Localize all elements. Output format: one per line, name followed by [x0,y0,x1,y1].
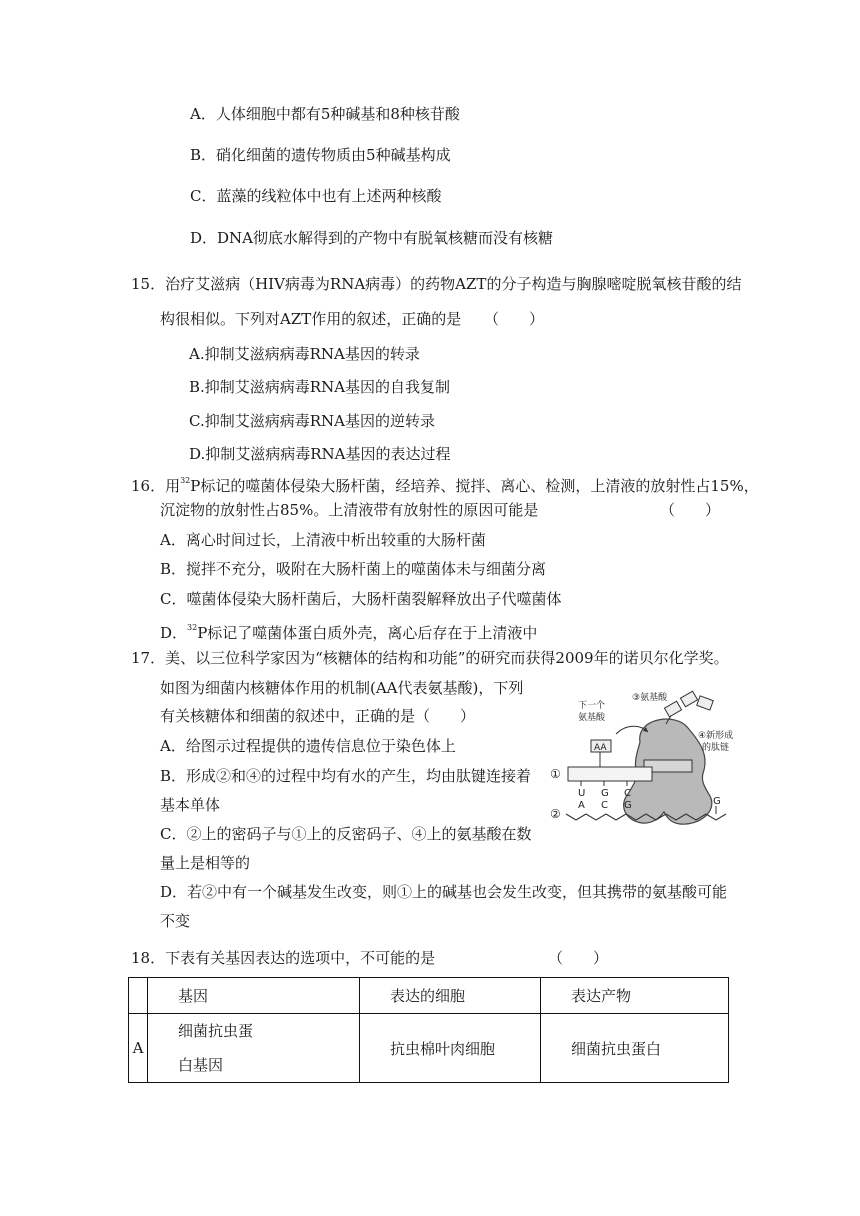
gene-line-1: 细菌抗虫蛋 [178,1022,254,1040]
q14-option-a: A．人体细胞中都有5种碱基和8种核苷酸 [190,105,460,123]
ribosome-translation-diagram [548,684,738,834]
q16-option-d [160,618,537,643]
q16-option-d-prefix: D． [160,624,188,642]
codon-3: G [624,800,632,811]
codon-1: A [578,800,585,811]
gene-line-2: 白基因 [178,1056,224,1074]
header-cell-blank [129,978,148,1014]
label-next-aa-2: 氨基酸 [578,713,606,723]
q17-stem-line1: 17．美、以三位科学家因为“核糖体的结构和功能”的研究而获得2009年的诺贝尔化学奖。 [131,649,729,667]
q17-option-c-line1: C．②上的密码子与①上的反密码子、④上的氨基酸在数 [160,825,532,843]
expression-cell: 抗虫棉叶肉细胞 [360,1014,541,1083]
aa-box-label: AA [594,743,607,753]
q14-option-c: C．蓝藻的线粒体中也有上述两种核酸 [190,187,442,205]
label-aa-3: ③氨基酸 [632,693,668,703]
q17-option-d-line2: 不变 [160,912,191,930]
label-circle-1: ① [550,767,561,781]
q14-option-b: B．硝化细菌的遗传物质由5种碱基构成 [190,146,451,164]
header-cell-gene: 基因 [148,978,360,1014]
q16-option-b: B．搅拌不充分，吸附在大肠杆菌上的噬菌体未与细菌分离 [160,560,547,578]
q17-option-c-line2: 量上是相等的 [160,854,251,872]
chain-aa-3 [697,696,714,710]
q17-option-b-line1: B．形成②和④的过程中均有水的产生，均由肽键连接着 [160,767,532,785]
q16-prefix: 16．用 [131,477,181,495]
q15-stem-line1: 15．治疗艾滋病（HIV病毒为RNA病毒）的药物AZT的分子构造与胸腺嘧啶脱氧核苷酸的结 [131,275,742,293]
header-cell-cell: 表达的细胞 [360,978,541,1014]
table-header-row [129,978,729,1014]
expression-product: 细菌抗虫蛋白 [541,1014,729,1083]
q17-stem-line3: 有关核糖体和细菌的叙述中，正确的是（ ） [160,707,476,725]
q14-option-d: D．DNA彻底水解得到的产物中有脱氧核糖而没有核糖 [190,229,554,247]
q16-option-d-rest: P标记了噬菌体蛋白质外壳，离心后存在于上清液中 [197,624,538,642]
anticodon-2: G [601,788,609,799]
row-label: A [129,1014,148,1083]
q15-option-c: C.抑制艾滋病病毒RNA基因的逆转录 [189,412,435,430]
q16-option-d-superscript: 32 [187,623,198,632]
anticodon-3: C [624,788,631,799]
label-circle-2: ② [550,807,561,821]
label-peptide-2: 的肽链 [702,743,730,753]
gene-expression-table [128,977,729,1083]
q16-superscript: 32 [180,476,191,485]
q15-option-a: A.抑制艾滋病病毒RNA基因的转录 [189,345,420,363]
q16-stem-line2: 沉淀物的放射性占85%。上清液带有放射性的原因可能是 [160,501,539,519]
chain-aa-2 [680,691,697,707]
base-g-right: G [713,796,721,807]
chain-aa-1 [664,701,681,717]
q15-stem-line2: 构很相似。下列对AZT作用的叙述，正确的是 [160,310,462,328]
q16-option-c: C．噬菌体侵染大肠杆菌后，大肠杆菌裂解释放出子代噬菌体 [160,590,562,608]
trna-bar [568,767,652,781]
q16-stem-line1 [131,471,759,496]
q15-option-b: B.抑制艾滋病病毒RNA基因的自我复制 [189,378,451,396]
q16-answer-bracket: （ ） [660,501,721,519]
q17-option-d-line1: D．若②中有一个碱基发生改变，则①上的碱基也会发生改变，但其携带的氨基酸可能 [160,883,728,901]
q17-option-a: A．给图示过程提供的遗传信息位于染色体上 [160,737,456,755]
q15-option-d: D.抑制艾滋病病毒RNA基因的表达过程 [189,445,451,463]
q16-option-a: A．离心时间过长，上清液中析出较重的大肠杆菌 [160,531,486,549]
label-peptide-1: ④新形成 [698,731,734,741]
q17-option-b-line2: 基本单体 [160,796,221,814]
label-next-aa-1: 下一个 [578,701,606,711]
q16-line1-rest: P标记的噬菌体侵染大肠杆菌，经培养、搅拌、离心、检测，上清液的放射性占15%， [190,477,759,495]
gene-cell [148,1014,360,1083]
anticodon-1: U [578,788,586,799]
q17-stem-line2: 如图为细菌内核糖体作用的机制(AA代表氨基酸)，下列 [160,679,524,697]
codon-2: C [601,800,608,811]
q15-answer-bracket: （ ） [484,310,545,328]
q18-stem: 18．下表有关基因表达的选项中，不可能的是 [131,949,436,967]
q18-answer-bracket: （ ） [548,949,609,967]
header-cell-product: 表达产物 [541,978,729,1014]
table-row [129,1014,729,1083]
